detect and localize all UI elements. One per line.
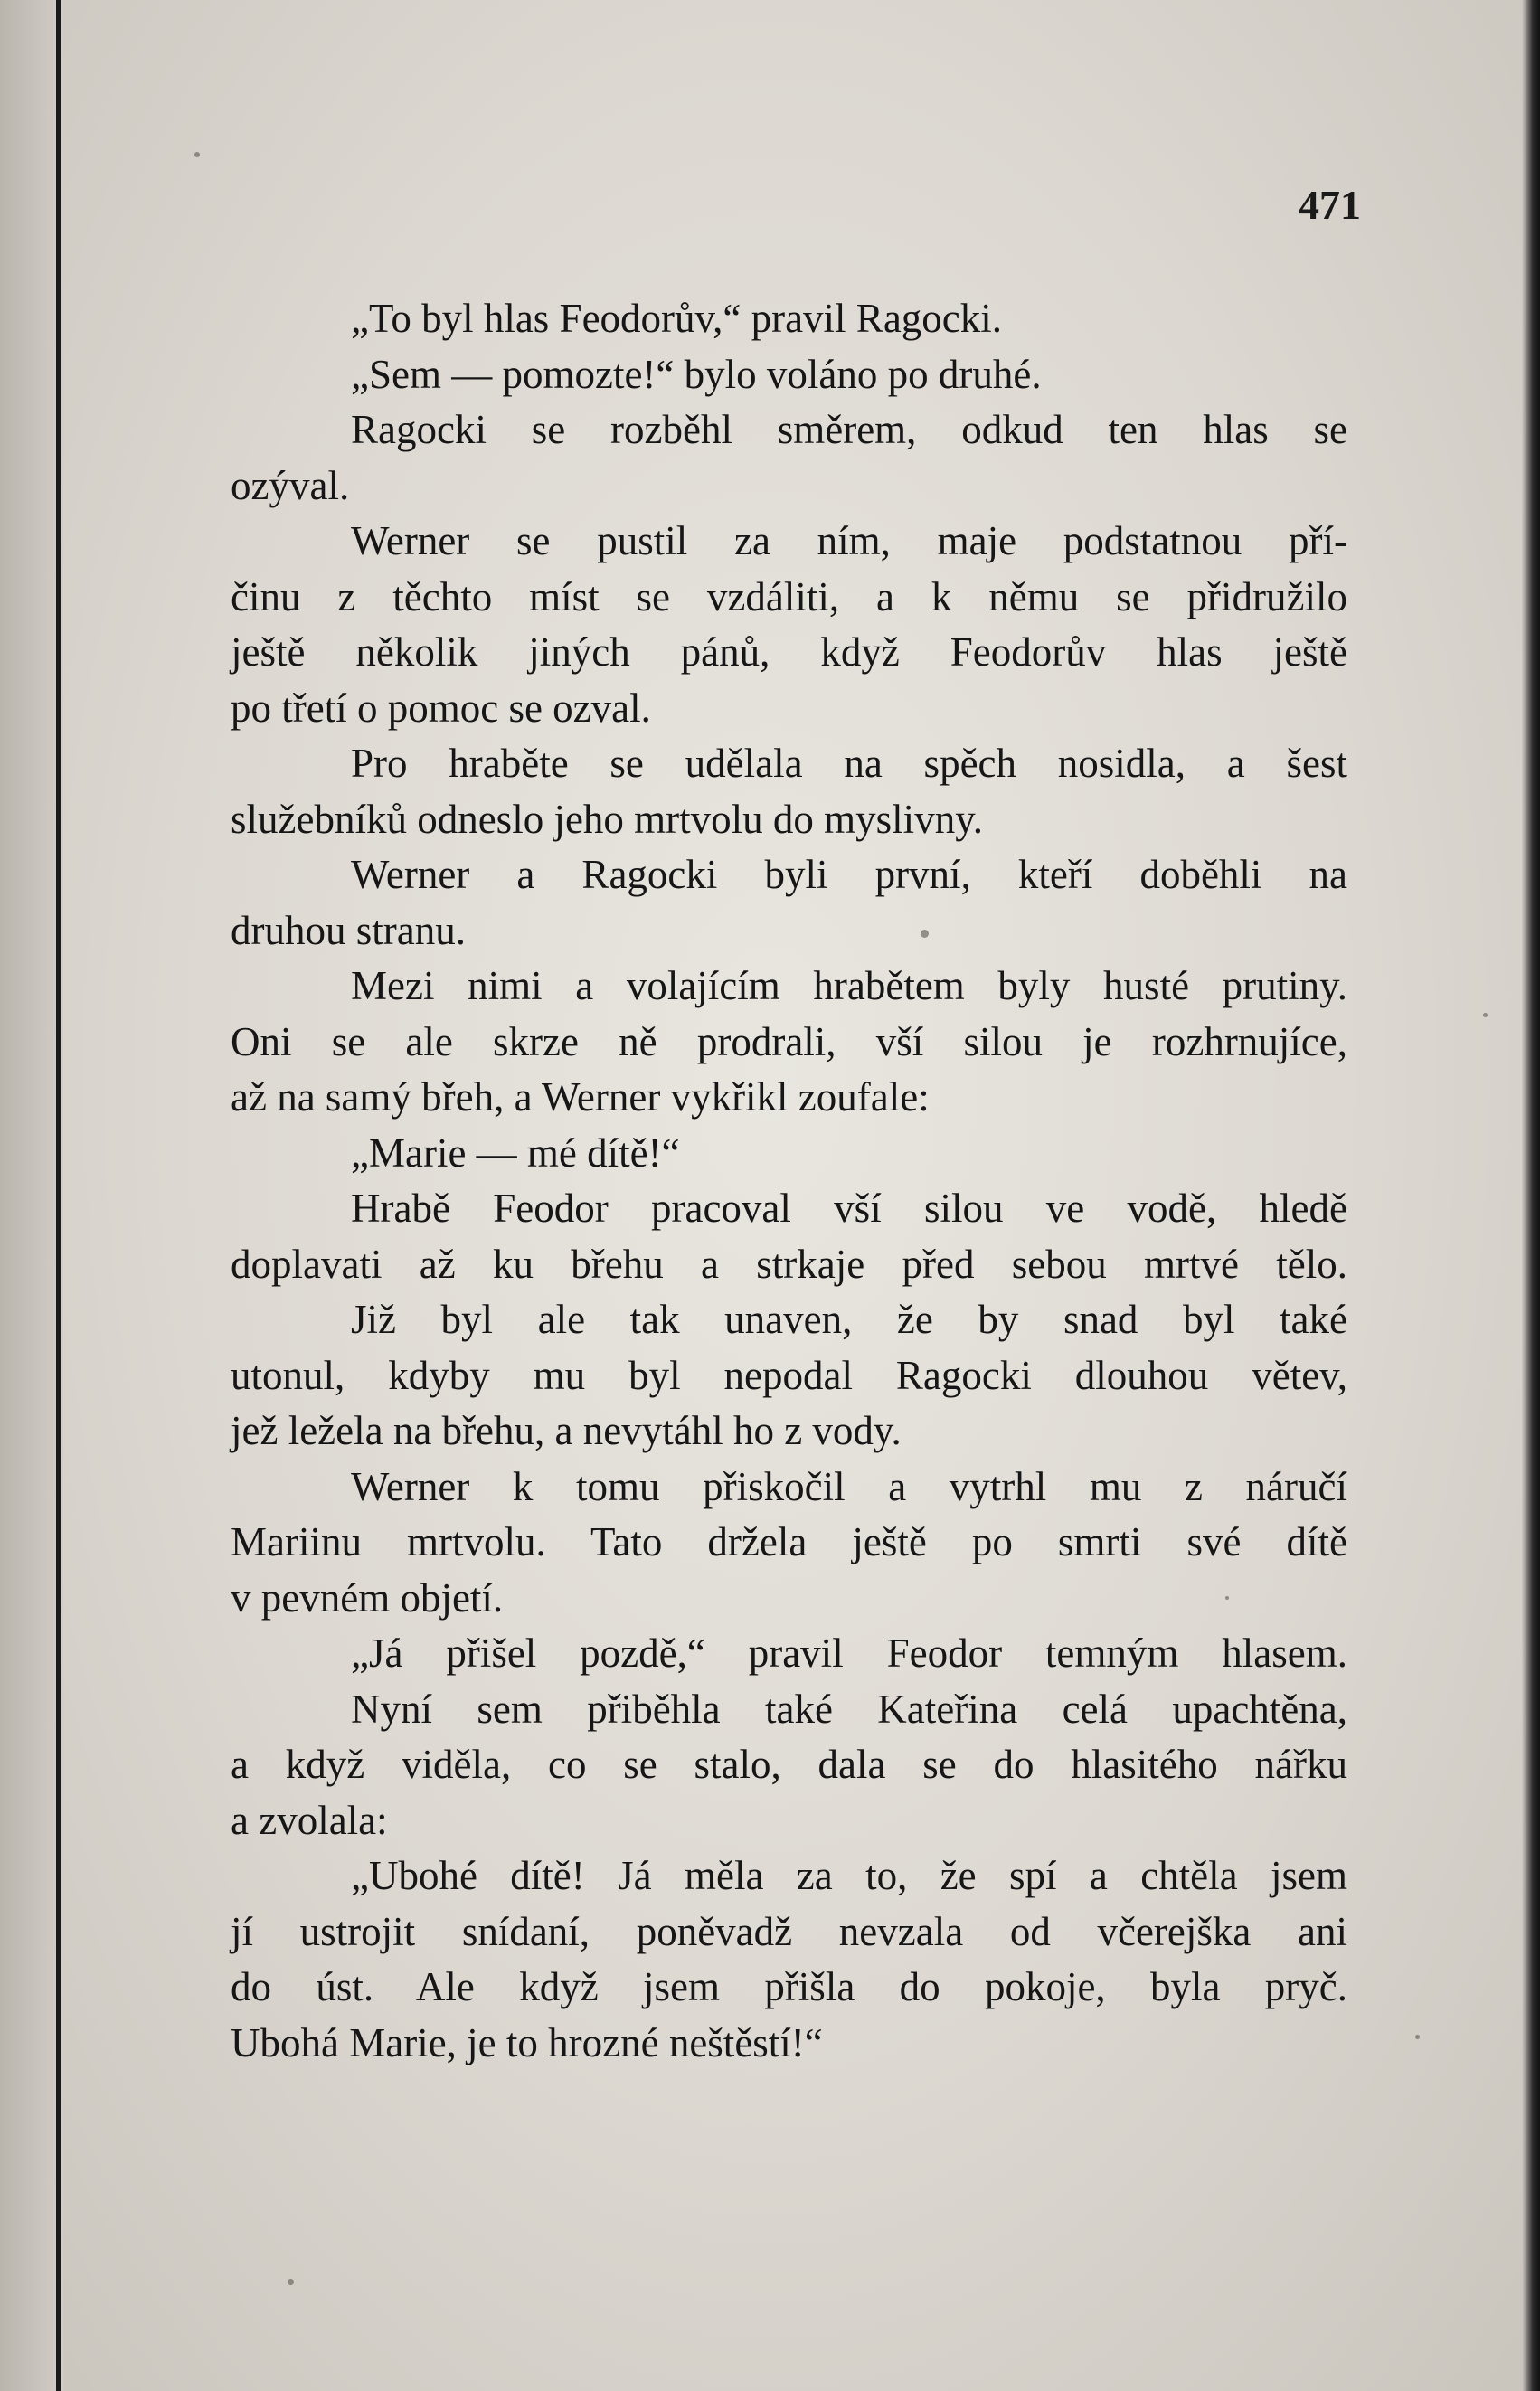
paper-speck [1483, 1013, 1488, 1017]
text-line: Nyní sem přiběhla také Kateřina celá upachtěna, [351, 1686, 1347, 1732]
text-line: po třetí o pomoc se ozval. [231, 685, 651, 731]
binding-edge-line [56, 0, 61, 2391]
text-line: Mariinu mrtvolu. Tato držela ještě po smrti své dítě [231, 1519, 1347, 1564]
text-line: ozýval. [231, 462, 350, 508]
text-line: „Marie — mé dítě!“ [351, 1129, 680, 1176]
text-line: činu z těchto míst se vzdáliti, a k němu se přidružilo [231, 573, 1347, 619]
text-line: „Ubohé dítě! Já měla za to, že spí a chtěla jsem [351, 1853, 1347, 1898]
text-line: Werner k tomu přiskočil a vytrhl mu z náručí [351, 1463, 1347, 1509]
page-left-margin-shadow [0, 0, 63, 2391]
text-line: služebníků odneslo jeho mrtvolu do myslivny. [231, 796, 984, 842]
text-line: a když viděla, co se stalo, dala se do hlasitého nářku [231, 1742, 1347, 1787]
text-line: Hrabě Feodor pracoval vší silou ve vodě, hledě [351, 1186, 1347, 1231]
page-number: 471 [1299, 182, 1361, 228]
text-line: „Sem — pomozte!“ bylo voláno po druhé. [351, 351, 1042, 397]
text-line: utonul, kdyby mu byl nepodal Ragocki dlouhou větev, [231, 1352, 1347, 1398]
text-line: a zvolala: [231, 1797, 388, 1843]
text-line: v pevném objetí. [231, 1574, 504, 1621]
text-line: Werner a Ragocki byli první, kteří doběhli na [351, 852, 1347, 897]
paper-speck [288, 2279, 294, 2285]
text-line: Oni se ale skrze ně prodrali, vší silou je rozhrnujíce, [231, 1018, 1347, 1064]
text-line: „To byl hlas Feodorův,“ pravil Ragocki. [351, 296, 1003, 341]
paper-speck [1415, 2035, 1420, 2039]
text-line: jí ustrojit snídaní, poněvadž nevzala od včerejška ani [231, 1908, 1347, 1954]
text-line: Ubohá Marie, je to hrozné neštěstí!“ [231, 2019, 823, 2065]
body-text [231, 291, 1347, 2071]
text-line: ještě několik jiných pánů, když Feodorův hlas ještě [231, 629, 1347, 675]
page-right-edge [1522, 0, 1540, 2391]
text-line: Mezi nimi a volajícím hrabětem byly husté prutiny. [351, 963, 1347, 1008]
paper-speck [194, 152, 200, 157]
text-line: Werner se pustil za ním, maje podstatnou pří- [351, 518, 1347, 563]
text-line: Pro hraběte se udělala na spěch nosidla, a šest [351, 741, 1347, 786]
text-line: Ragocki se rozběhl směrem, odkud ten hlas se [351, 407, 1347, 452]
text-line: Již byl ale tak unaven, že by snad byl také [351, 1297, 1347, 1342]
text-line: doplavati až ku břehu a strkaje před sebou mrtvé tělo. [231, 1241, 1347, 1287]
text-line: až na samý břeh, a Werner vykřikl zoufale: [231, 1074, 930, 1120]
text-line: do úst. Ale když jsem přišla do pokoje, byla pryč. [231, 1964, 1347, 2009]
text-line: „Já přišel pozdě,“ pravil Feodor temným hlasem. [351, 1630, 1347, 1676]
text-line: druhou stranu. [231, 907, 466, 953]
text-line: jež ležela na břehu, a nevytáhl ho z vody. [231, 1408, 902, 1453]
